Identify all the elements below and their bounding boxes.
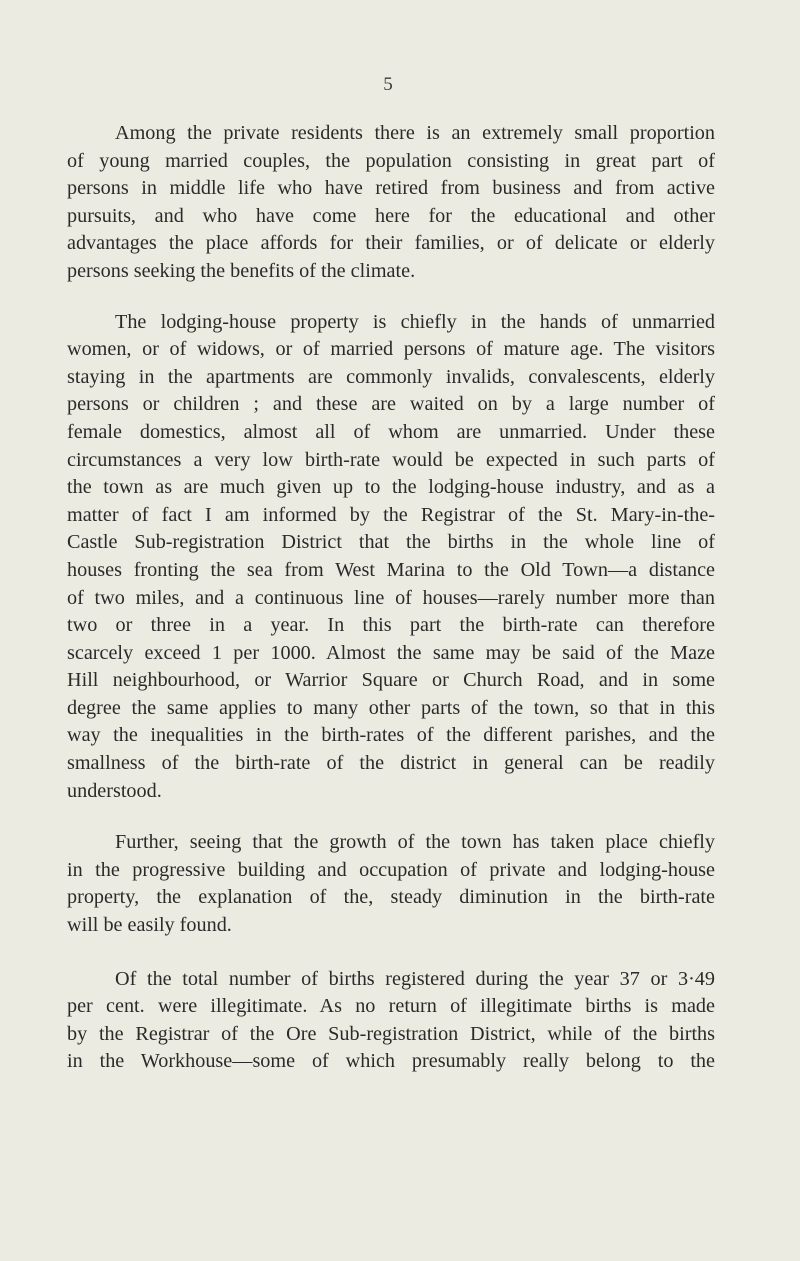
text-line: advantages the place affords for their families, or of delicate or elderly bbox=[67, 232, 715, 255]
text-line: scarcely exceed 1 per 1000. Almost the same may be said of the Maze bbox=[67, 641, 715, 664]
text-line: circumstances a very low birth-rate would be expected in such parts of bbox=[67, 448, 715, 471]
text-line: per cent. were illegitimate. As no return of illegitimate births is made bbox=[67, 995, 715, 1018]
text-line: in the progressive building and occupation of private and lodging-house bbox=[67, 858, 715, 881]
text-line: Further, seeing that the growth of the town has taken place chiefly bbox=[115, 831, 715, 854]
text-line: Among the private residents there is an extremely small proportion bbox=[115, 122, 715, 144]
paragraph-illegitimate bbox=[67, 966, 715, 1076]
text-line: in the Workhouse—some of which presumably really belong to the bbox=[67, 1050, 715, 1073]
text-line: The lodging-house property is chiefly in the hands of unmarried bbox=[115, 310, 715, 333]
text-line: persons seeking the benefits of the climate. bbox=[67, 259, 416, 282]
text-line: Of the total number of births registered during the year 37 or 3·49 bbox=[115, 967, 715, 990]
paragraph-growth bbox=[67, 829, 715, 939]
text-line: the town as are much given up to the lodging-house industry, and as a bbox=[67, 476, 715, 499]
text-line: of two miles, and a continuous line of houses—rarely number more than bbox=[67, 586, 715, 609]
text-line: Castle Sub-registration District that the births in the whole line of bbox=[67, 531, 715, 554]
text-line: persons or children ; and these are waited on by a large number of bbox=[67, 393, 715, 416]
text-line: will be easily found. bbox=[67, 914, 232, 937]
text-line: pursuits, and who have come here for the educational and other bbox=[67, 204, 715, 227]
paragraph-residents bbox=[67, 120, 715, 286]
text-line: houses fronting the sea from West Marina to the Old Town—a distance bbox=[67, 558, 715, 581]
body-text bbox=[67, 120, 715, 1076]
text-line: staying in the apartments are commonly invalids, convalescents, elderly bbox=[67, 365, 715, 388]
paragraph-lodging-house bbox=[67, 309, 715, 806]
text-line: understood. bbox=[67, 779, 162, 802]
text-line: two or three in a year. In this part the birth-rate can therefore bbox=[67, 614, 715, 637]
text-line: female domestics, almost all of whom are unmarried. Under these bbox=[67, 420, 715, 443]
text-line: property, the explanation of the, steady diminution in the birth-rate bbox=[67, 886, 715, 909]
text-line: degree the same applies to many other parts of the town, so that in this bbox=[67, 696, 715, 719]
page-number: 5 bbox=[383, 74, 393, 95]
text-line: Hill neighbourhood, or Warrior Square or Church Road, and in some bbox=[67, 669, 715, 692]
text-line: of young married couples, the population consisting in great part of bbox=[67, 149, 715, 172]
text-line: smallness of the birth-rate of the district in general can be readily bbox=[67, 752, 715, 775]
text-line: way the inequalities in the birth-rates of the different parishes, and the bbox=[67, 724, 715, 747]
text-line: matter of fact I am informed by the Registrar of the St. Mary-in-the- bbox=[67, 503, 715, 526]
text-line: persons in middle life who have retired from business and from active bbox=[67, 177, 715, 200]
text-line: by the Registrar of the Ore Sub-registration District, while of the births bbox=[67, 1022, 715, 1045]
text-line: women, or of widows, or of married persons of mature age. The visitors bbox=[67, 338, 715, 361]
